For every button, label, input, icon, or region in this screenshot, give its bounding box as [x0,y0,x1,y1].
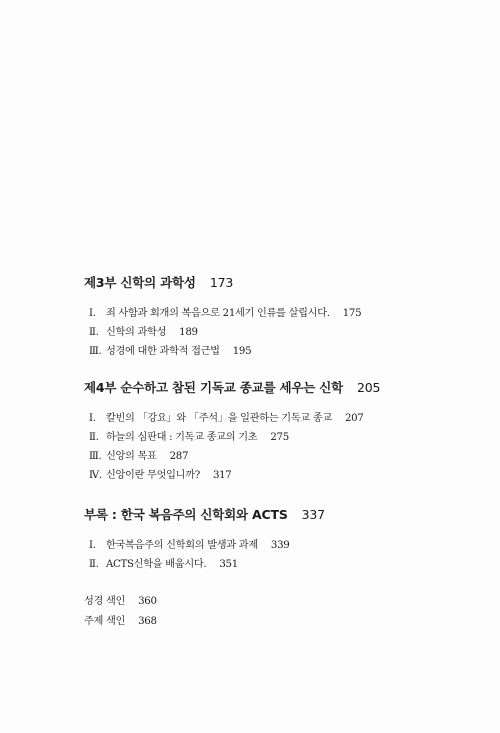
toc-entry [89,304,484,323]
section-title [84,273,484,291]
entry-numeral: Ⅱ. [89,432,99,443]
index-page-number: 360 [138,596,157,607]
toc-entry [89,428,484,447]
entry-page-number: 339 [270,540,290,551]
entry-numeral: Ⅱ. [89,559,99,570]
entry-page-number: 175 [342,308,362,319]
entry-page-number: 317 [212,470,232,481]
entry-numeral: Ⅰ. [89,413,96,424]
toc-index [84,592,157,631]
section-title-text: 부록 : 한국 복음주의 신학회와 ACTS [84,507,288,522]
toc-entry [89,555,484,574]
toc-section-part3 [84,273,484,361]
entry-page-number: 287 [169,451,189,462]
entry-title: 하늘의 심판대 : 기독교 종교의 기초 [105,432,258,443]
toc-section-appendix [84,505,484,574]
entry-page-number: 275 [270,432,289,443]
toc-entry [89,466,484,485]
toc-section-part4 [84,378,484,485]
toc-entry [89,536,484,555]
index-title: 주제 색인 [84,615,126,627]
section-entries [84,409,484,485]
entry-title: 칼빈의 「강요」와 「주석」을 일관하는 기독교 종교 [105,413,332,424]
entry-page-number: 189 [179,327,198,338]
entry-page-number: 195 [232,346,252,357]
section-title [84,505,484,523]
index-title: 성경 색인 [84,596,126,607]
entry-title: 신학의 과학성 [105,327,167,338]
index-page-number: 368 [138,615,157,627]
section-page-number: 173 [209,275,234,290]
entry-numeral: Ⅲ. [89,346,102,357]
section-title [84,378,484,396]
toc-entry [89,323,484,342]
entry-numeral: Ⅳ. [89,470,102,481]
entry-title: 신앙이란 무엇입니까? [105,470,200,481]
entry-title: ACTS신학을 배웁시다. [105,559,207,570]
entry-title: 신앙의 목표 [105,451,157,462]
section-entries [84,304,484,361]
section-title-text: 제3부 신학의 과학성 [84,275,196,290]
index-entry [84,612,157,632]
entry-numeral: Ⅰ. [89,540,96,551]
toc-entry [89,409,484,428]
entry-numeral: Ⅱ. [89,327,99,338]
section-title-text: 제4부 순수하고 참된 기독교 종교를 세우는 신학 [84,380,344,395]
entry-page-number: 207 [344,413,364,424]
toc-entry [89,342,484,361]
entry-title: 성경에 대한 과학적 접근법 [105,346,220,357]
entry-title: 한국복음주의 신학회의 발생과 과제 [105,540,258,551]
section-entries [84,536,484,574]
entry-numeral: Ⅰ. [89,308,96,319]
entry-title: 죄 사함과 회개의 복음으로 21세기 인류를 살립시다. [105,308,330,319]
entry-page-number: 351 [219,559,238,570]
index-entry [84,592,157,612]
entry-numeral: Ⅲ. [89,451,102,462]
section-page-number: 337 [301,507,325,522]
toc-entry [89,447,484,466]
section-page-number: 205 [357,380,381,395]
